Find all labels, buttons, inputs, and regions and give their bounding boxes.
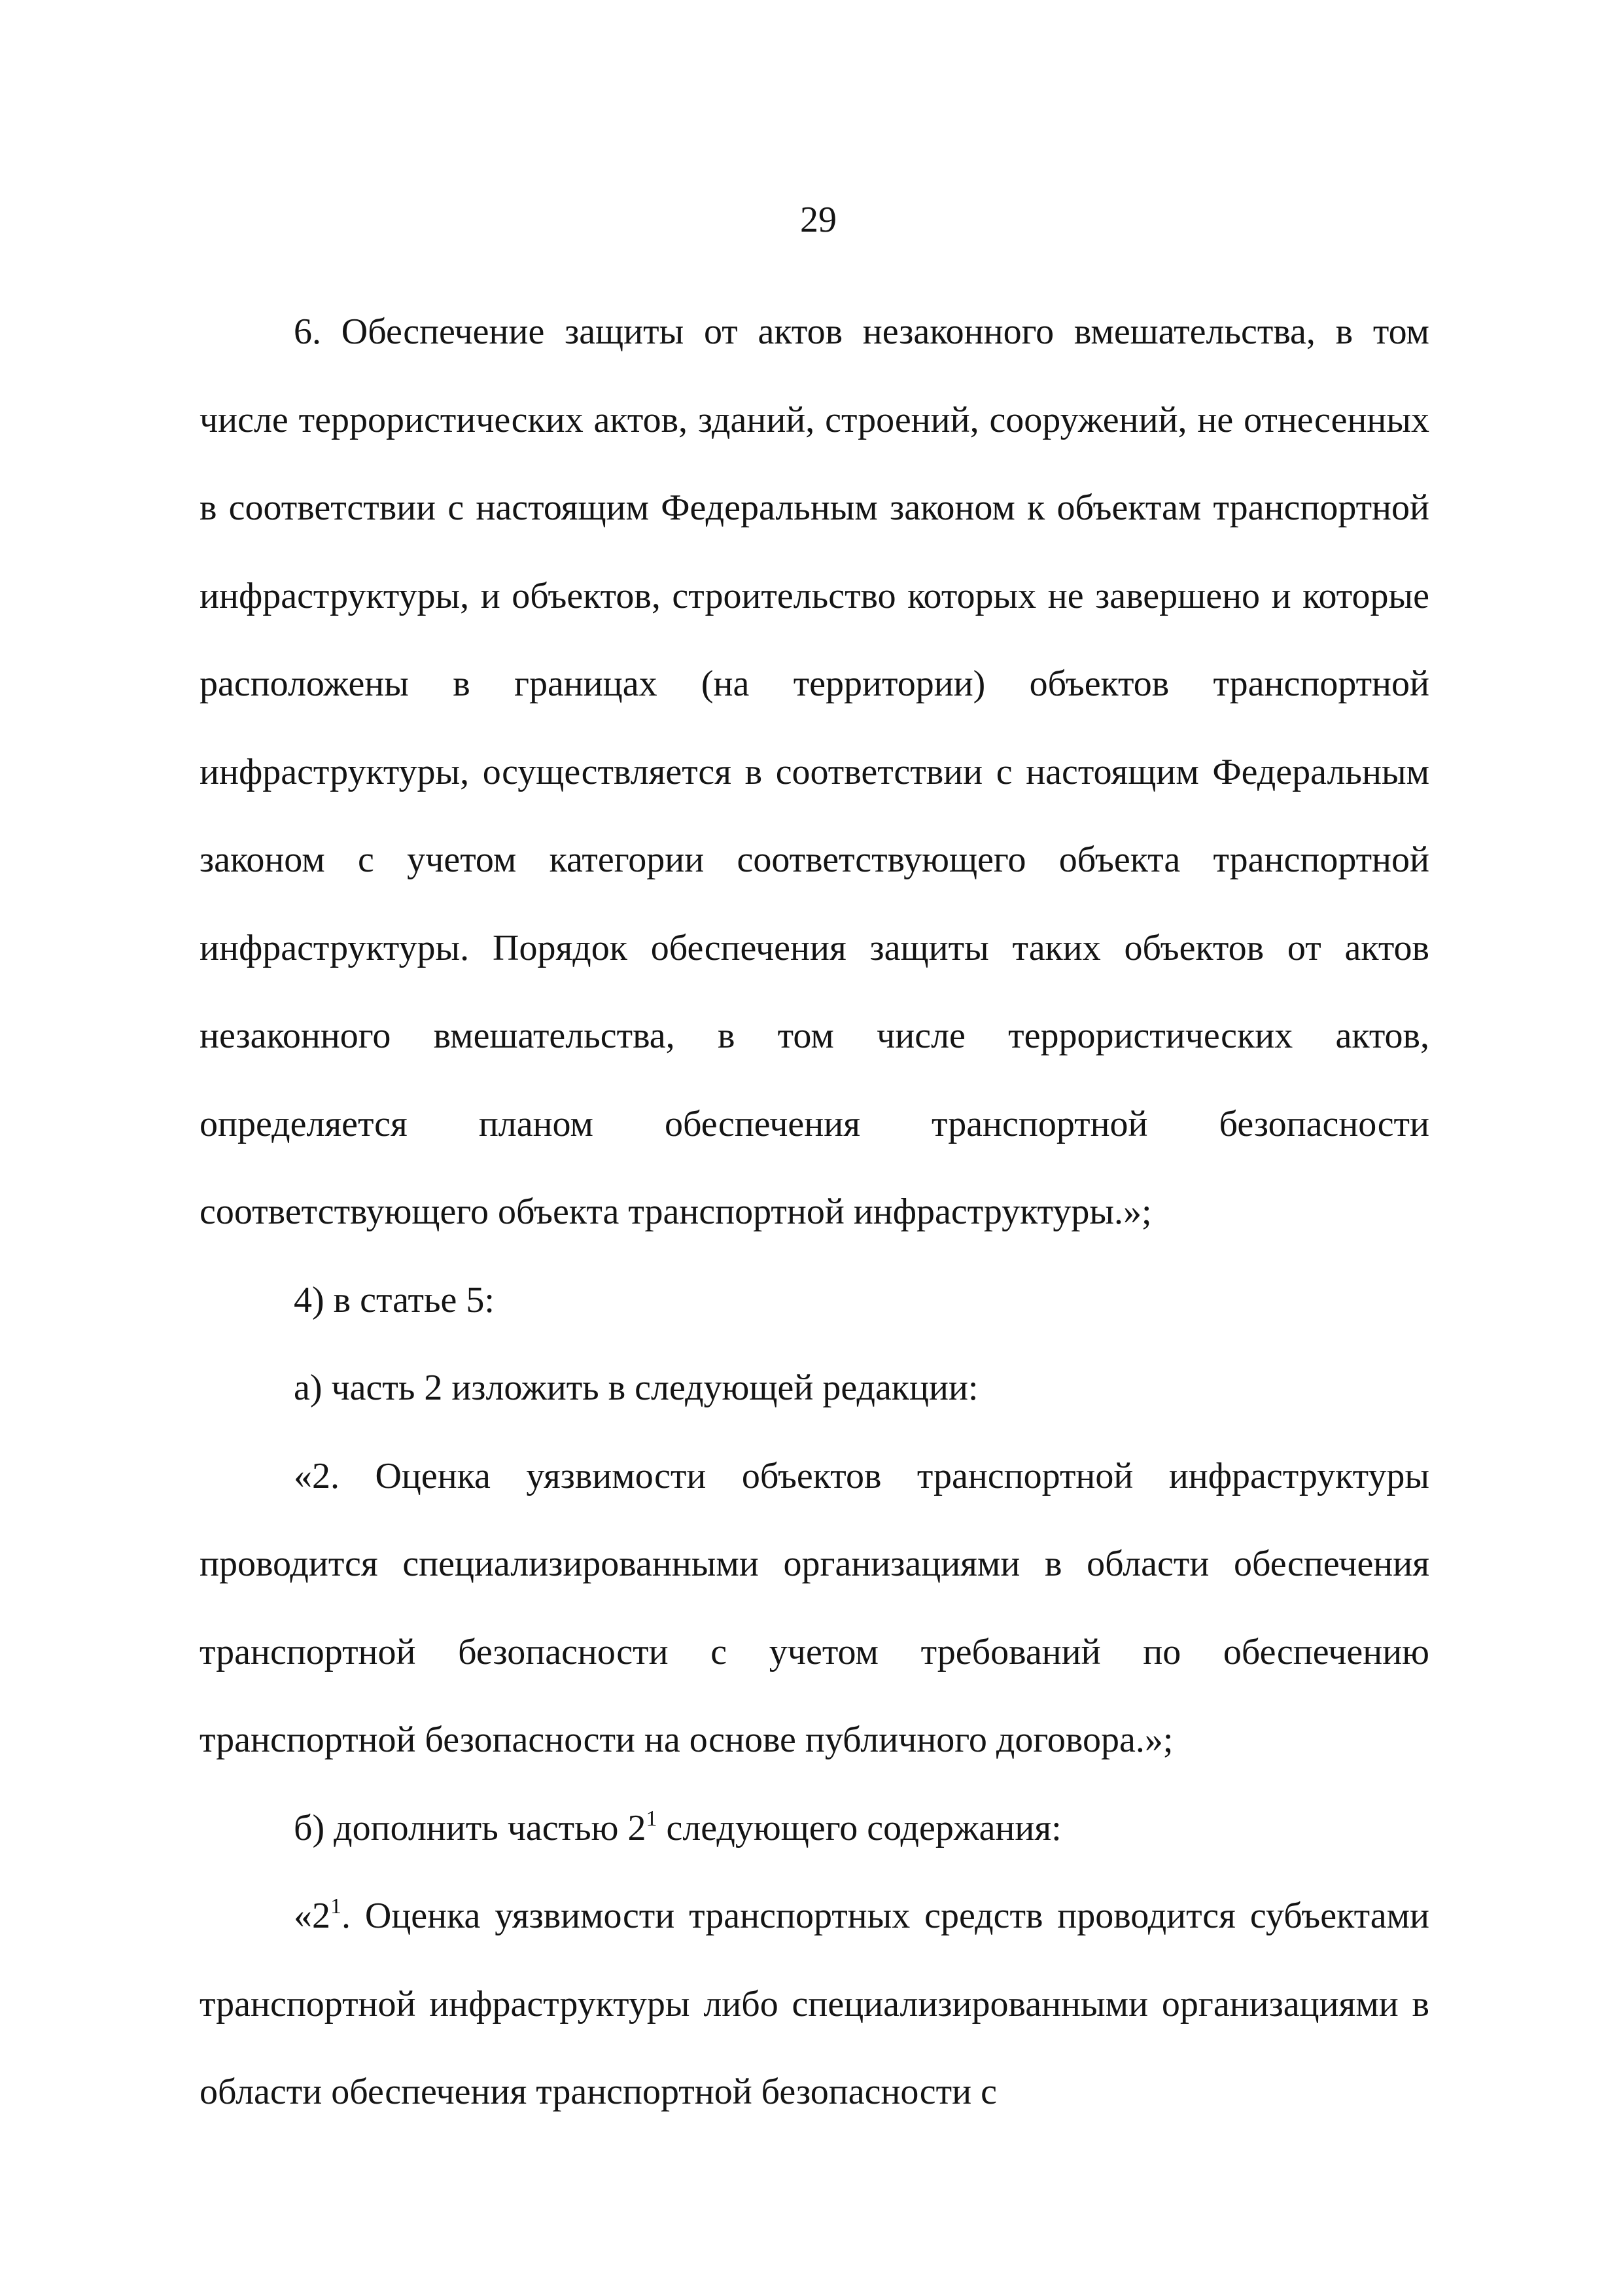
paragraph-part-2-text: «2. Оценка уязвимости объектов транспортной инфраструктуры проводится специализированными организациями в области обеспечения транспортной безопасности с учетом требований по обеспечению транспортной безопасности на основе публичного договора.»; xyxy=(200,1455,1429,1760)
paragraph-part-2-1-before: «2 xyxy=(294,1896,330,1936)
paragraph-part-2-amend: а) часть 2 изложить в следующей редакции: xyxy=(294,1368,979,1408)
superscript-1: 1 xyxy=(646,1806,657,1831)
document-body xyxy=(200,288,1429,2136)
paragraph-add-part-2-1 xyxy=(200,1784,1429,1873)
paragraph-6-protection: 6. Обеспечение защиты от актов незаконного вмешательства, в том числе террористических актов, зданий, строений, сооружений, не отнесенных в соответствии с настоящим Федеральным законом к объектам транспортной инфраструктуры, и объектов, строительство которых не завершено и которые расположены в границах (на территории) объектов транспортной инфраструктуры, осуществляется в соответствии с настоящим Федеральным законом с учетом категории соответствующего объекта транспортной инфраструктуры. Порядок обеспечения защиты таких объектов от актов незаконного вмешательства, в том числе террористических актов, определяется планом обеспечения транспортной безопасности соответствующего объекта транспортной инфраструктуры.»; xyxy=(200,311,1429,1232)
paragraph-article-5: 4) в статье 5: xyxy=(294,1279,495,1320)
paragraph-part-2-1-text xyxy=(200,1872,1429,2136)
superscript-1: 1 xyxy=(330,1894,341,1918)
paragraph-add-part-2-1-before: б) дополнить частью 2 xyxy=(294,1807,646,1848)
paragraph-part-2-1-after: . Оценка уязвимости транспортных средств проводится субъектами транспортной инфраструктуры либо специализированными организациями в области обеспечения транспортной безопасности с xyxy=(200,1896,1429,2112)
paragraph-add-part-2-1-after: следующего содержания: xyxy=(657,1807,1062,1848)
page-number: 29 xyxy=(800,200,837,240)
